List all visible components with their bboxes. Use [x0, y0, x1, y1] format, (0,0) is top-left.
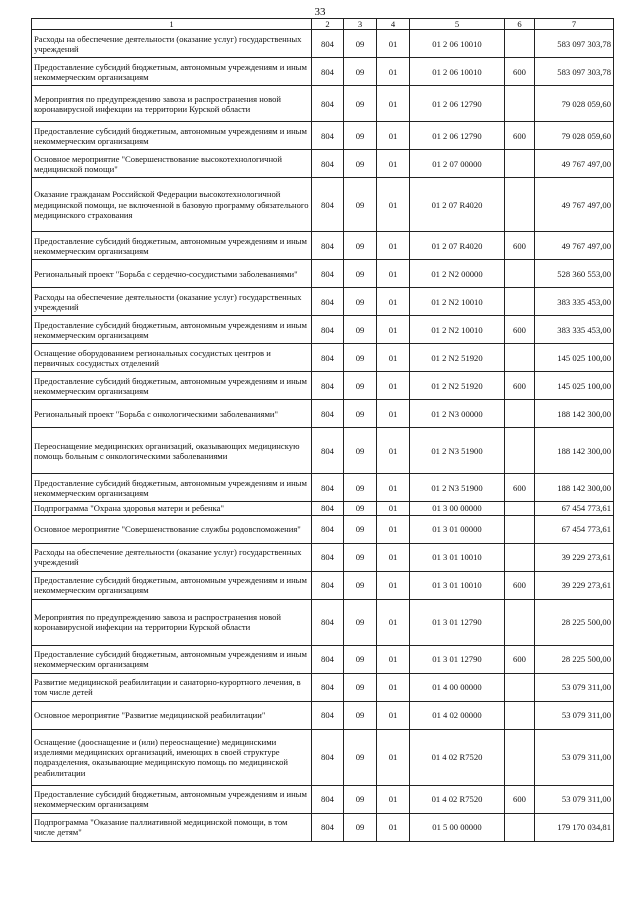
col-header: 2 [312, 19, 344, 30]
cell-expense-type [505, 86, 535, 122]
cell-expense-type [505, 150, 535, 178]
cell-section: 09 [344, 599, 377, 645]
cell-subsection: 01 [377, 729, 410, 785]
cell-expense-type [505, 400, 535, 428]
cell-section: 09 [344, 673, 377, 701]
cell-name: Расходы на обеспечение деятельности (оказание услуг) государственных учреждений [32, 30, 312, 58]
table-row [32, 86, 614, 122]
cell-expense-type [505, 178, 535, 232]
cell-name: Переоснащение медицинских организаций, оказывающих медицинскую помощь больным с онкологическими заболеваниями [32, 428, 312, 474]
cell-target-article: 01 3 01 10010 [410, 543, 505, 571]
col-header: 7 [535, 19, 614, 30]
cell-amount: 528 360 553,00 [535, 260, 614, 288]
cell-subsection: 01 [377, 344, 410, 372]
cell-section: 09 [344, 150, 377, 178]
cell-target-article: 01 2 N3 51900 [410, 474, 505, 502]
cell-grbs: 804 [312, 86, 344, 122]
cell-name: Предоставление субсидий бюджетным, автономным учреждениям и иным некоммерческим организациям [32, 372, 312, 400]
cell-section: 09 [344, 316, 377, 344]
cell-subsection: 01 [377, 372, 410, 400]
cell-section: 09 [344, 543, 377, 571]
cell-target-article: 01 3 01 12790 [410, 599, 505, 645]
cell-section: 09 [344, 372, 377, 400]
cell-subsection: 01 [377, 316, 410, 344]
cell-expense-type: 600 [505, 122, 535, 150]
cell-section: 09 [344, 86, 377, 122]
cell-name: Предоставление субсидий бюджетным, автономным учреждениям и иным некоммерческим организациям [32, 785, 312, 813]
table-row [32, 785, 614, 813]
cell-section: 09 [344, 729, 377, 785]
cell-expense-type: 600 [505, 474, 535, 502]
cell-grbs: 804 [312, 515, 344, 543]
cell-expense-type: 600 [505, 785, 535, 813]
cell-name: Региональный проект "Борьба с онкологическими заболеваниями" [32, 400, 312, 428]
cell-expense-type [505, 502, 535, 515]
cell-grbs: 804 [312, 400, 344, 428]
cell-target-article: 01 4 00 00000 [410, 673, 505, 701]
cell-grbs: 804 [312, 344, 344, 372]
cell-name: Основное мероприятие "Развитие медицинской реабилитации" [32, 701, 312, 729]
cell-subsection: 01 [377, 543, 410, 571]
cell-target-article: 01 2 06 10010 [410, 30, 505, 58]
cell-expense-type [505, 260, 535, 288]
table-row [32, 474, 614, 502]
cell-subsection: 01 [377, 673, 410, 701]
cell-target-article: 01 2 06 10010 [410, 58, 505, 86]
cell-amount: 145 025 100,00 [535, 372, 614, 400]
cell-target-article: 01 4 02 00000 [410, 701, 505, 729]
table-row [32, 428, 614, 474]
cell-section: 09 [344, 428, 377, 474]
cell-amount: 383 335 453,00 [535, 316, 614, 344]
cell-expense-type [505, 813, 535, 841]
cell-name: Предоставление субсидий бюджетным, автономным учреждениям и иным некоммерческим организациям [32, 316, 312, 344]
table-row [32, 232, 614, 260]
cell-target-article: 01 3 00 00000 [410, 502, 505, 515]
table-row [32, 571, 614, 599]
cell-subsection: 01 [377, 813, 410, 841]
cell-subsection: 01 [377, 232, 410, 260]
cell-expense-type [505, 288, 535, 316]
cell-amount: 49 767 497,00 [535, 232, 614, 260]
cell-name: Предоставление субсидий бюджетным, автономным учреждениям и иным некоммерческим организациям [32, 122, 312, 150]
cell-grbs: 804 [312, 232, 344, 260]
cell-subsection: 01 [377, 645, 410, 673]
cell-name: Предоставление субсидий бюджетным, автономным учреждениям и иным некоммерческим организациям [32, 645, 312, 673]
cell-grbs: 804 [312, 502, 344, 515]
cell-name: Расходы на обеспечение деятельности (оказание услуг) государственных учреждений [32, 543, 312, 571]
cell-amount: 383 335 453,00 [535, 288, 614, 316]
budget-table [31, 18, 614, 842]
cell-amount: 67 454 773,61 [535, 515, 614, 543]
cell-target-article: 01 3 01 12790 [410, 645, 505, 673]
cell-section: 09 [344, 645, 377, 673]
cell-grbs: 804 [312, 150, 344, 178]
cell-expense-type [505, 515, 535, 543]
cell-target-article: 01 2 07 R4020 [410, 232, 505, 260]
cell-subsection: 01 [377, 178, 410, 232]
cell-section: 09 [344, 58, 377, 86]
cell-grbs: 804 [312, 474, 344, 502]
cell-name: Предоставление субсидий бюджетным, автономным учреждениям и иным некоммерческим организациям [32, 571, 312, 599]
cell-target-article: 01 2 N2 10010 [410, 288, 505, 316]
table-row [32, 400, 614, 428]
cell-amount: 583 097 303,78 [535, 30, 614, 58]
cell-expense-type: 600 [505, 571, 535, 599]
cell-subsection: 01 [377, 428, 410, 474]
cell-grbs: 804 [312, 122, 344, 150]
cell-grbs: 804 [312, 178, 344, 232]
cell-name: Предоставление субсидий бюджетным, автономным учреждениям и иным некоммерческим организациям [32, 232, 312, 260]
table-row [32, 178, 614, 232]
cell-amount: 53 079 311,00 [535, 785, 614, 813]
cell-subsection: 01 [377, 515, 410, 543]
table-row [32, 344, 614, 372]
cell-expense-type [505, 344, 535, 372]
cell-section: 09 [344, 400, 377, 428]
table-row [32, 260, 614, 288]
cell-target-article: 01 3 01 10010 [410, 571, 505, 599]
cell-grbs: 804 [312, 785, 344, 813]
cell-subsection: 01 [377, 571, 410, 599]
cell-subsection: 01 [377, 260, 410, 288]
cell-expense-type: 600 [505, 372, 535, 400]
cell-amount: 67 454 773,61 [535, 502, 614, 515]
col-header: 6 [505, 19, 535, 30]
cell-amount: 53 079 311,00 [535, 673, 614, 701]
cell-amount: 53 079 311,00 [535, 701, 614, 729]
cell-amount: 79 028 059,60 [535, 122, 614, 150]
table-row [32, 515, 614, 543]
cell-amount: 179 170 034,81 [535, 813, 614, 841]
cell-expense-type [505, 673, 535, 701]
cell-section: 09 [344, 232, 377, 260]
cell-expense-type [505, 701, 535, 729]
col-header: 4 [377, 19, 410, 30]
cell-grbs: 804 [312, 58, 344, 86]
cell-expense-type: 600 [505, 645, 535, 673]
cell-target-article: 01 2 06 12790 [410, 86, 505, 122]
table-row [32, 30, 614, 58]
table-row [32, 288, 614, 316]
cell-expense-type: 600 [505, 58, 535, 86]
cell-grbs: 804 [312, 372, 344, 400]
cell-subsection: 01 [377, 30, 410, 58]
cell-section: 09 [344, 502, 377, 515]
cell-section: 09 [344, 178, 377, 232]
cell-expense-type: 600 [505, 232, 535, 260]
cell-target-article: 01 2 N2 51920 [410, 344, 505, 372]
table-body [32, 30, 614, 841]
cell-name: Оснащение оборудованием региональных сосудистых центров и первичных сосудистых отделений [32, 344, 312, 372]
cell-name: Оказание гражданам Российской Федерации высокотехнологичной медицинской помощи, не включенной в базовую программу обязательного медицинского страхования [32, 178, 312, 232]
cell-target-article: 01 2 N3 00000 [410, 400, 505, 428]
cell-target-article: 01 2 N2 00000 [410, 260, 505, 288]
cell-name: Мероприятия по предупреждению завоза и распространения новой коронавирусной инфекции на территории Курской области [32, 599, 312, 645]
cell-expense-type [505, 428, 535, 474]
cell-target-article: 01 2 06 12790 [410, 122, 505, 150]
cell-amount: 28 225 500,00 [535, 645, 614, 673]
cell-target-article: 01 2 N3 51900 [410, 428, 505, 474]
cell-subsection: 01 [377, 400, 410, 428]
cell-amount: 188 142 300,00 [535, 428, 614, 474]
cell-section: 09 [344, 344, 377, 372]
cell-name: Оснащение (дооснащение и (или) переоснащение) медицинскими изделиями медицинских организаций, имеющих в своей структуре подразделения, оказывающие медицинскую помощь по медицинской реабилитации [32, 729, 312, 785]
cell-amount: 188 142 300,00 [535, 400, 614, 428]
table-row [32, 316, 614, 344]
cell-section: 09 [344, 571, 377, 599]
cell-section: 09 [344, 515, 377, 543]
cell-subsection: 01 [377, 502, 410, 515]
cell-subsection: 01 [377, 599, 410, 645]
cell-name: Подпрограмма "Оказание паллиативной медицинской помощи, в том числе детям" [32, 813, 312, 841]
cell-section: 09 [344, 288, 377, 316]
table-row [32, 645, 614, 673]
table-row [32, 701, 614, 729]
cell-amount: 28 225 500,00 [535, 599, 614, 645]
cell-section: 09 [344, 813, 377, 841]
cell-amount: 79 028 059,60 [535, 86, 614, 122]
cell-subsection: 01 [377, 122, 410, 150]
cell-name: Расходы на обеспечение деятельности (оказание услуг) государственных учреждений [32, 288, 312, 316]
cell-target-article: 01 5 00 00000 [410, 813, 505, 841]
table-row [32, 372, 614, 400]
cell-name: Основное мероприятие "Совершенствование службы родовспоможения" [32, 515, 312, 543]
cell-grbs: 804 [312, 813, 344, 841]
table-row [32, 150, 614, 178]
cell-target-article: 01 4 02 R7520 [410, 729, 505, 785]
cell-section: 09 [344, 122, 377, 150]
cell-subsection: 01 [377, 150, 410, 178]
cell-grbs: 804 [312, 288, 344, 316]
cell-amount: 188 142 300,00 [535, 474, 614, 502]
cell-subsection: 01 [377, 701, 410, 729]
col-header: 1 [32, 19, 312, 30]
cell-target-article: 01 4 02 R7520 [410, 785, 505, 813]
cell-subsection: 01 [377, 785, 410, 813]
cell-target-article: 01 3 01 00000 [410, 515, 505, 543]
table-row [32, 673, 614, 701]
table-row [32, 122, 614, 150]
cell-section: 09 [344, 30, 377, 58]
cell-grbs: 804 [312, 316, 344, 344]
cell-name: Развитие медицинской реабилитации и санаторно-курортного лечения, в том числе детей [32, 673, 312, 701]
table-row [32, 543, 614, 571]
table-row [32, 58, 614, 86]
cell-subsection: 01 [377, 58, 410, 86]
cell-expense-type [505, 30, 535, 58]
cell-amount: 583 097 303,78 [535, 58, 614, 86]
table-row [32, 502, 614, 515]
cell-expense-type [505, 729, 535, 785]
header-row [32, 19, 614, 30]
cell-name: Предоставление субсидий бюджетным, автономным учреждениям и иным некоммерческим организациям [32, 474, 312, 502]
cell-section: 09 [344, 785, 377, 813]
cell-grbs: 804 [312, 543, 344, 571]
cell-subsection: 01 [377, 474, 410, 502]
cell-name: Предоставление субсидий бюджетным, автономным учреждениям и иным некоммерческим организациям [32, 58, 312, 86]
cell-grbs: 804 [312, 673, 344, 701]
cell-subsection: 01 [377, 86, 410, 122]
cell-section: 09 [344, 474, 377, 502]
cell-grbs: 804 [312, 30, 344, 58]
cell-grbs: 804 [312, 645, 344, 673]
cell-name: Мероприятия по предупреждению завоза и распространения новой коронавирусной инфекции на территории Курской области [32, 86, 312, 122]
table-row [32, 599, 614, 645]
table-row [32, 813, 614, 841]
cell-section: 09 [344, 260, 377, 288]
cell-amount: 39 229 273,61 [535, 543, 614, 571]
cell-expense-type [505, 543, 535, 571]
cell-section: 09 [344, 701, 377, 729]
cell-grbs: 804 [312, 599, 344, 645]
cell-expense-type [505, 599, 535, 645]
col-header: 5 [410, 19, 505, 30]
cell-expense-type: 600 [505, 316, 535, 344]
cell-name: Подпрограмма "Охрана здоровья матери и ребенка" [32, 502, 312, 515]
cell-amount: 145 025 100,00 [535, 344, 614, 372]
cell-amount: 53 079 311,00 [535, 729, 614, 785]
cell-name: Основное мероприятие "Совершенствование высокотехнологичной медицинской помощи" [32, 150, 312, 178]
cell-amount: 49 767 497,00 [535, 178, 614, 232]
cell-target-article: 01 2 N2 10010 [410, 316, 505, 344]
cell-amount: 49 767 497,00 [535, 150, 614, 178]
cell-subsection: 01 [377, 288, 410, 316]
cell-grbs: 804 [312, 571, 344, 599]
cell-target-article: 01 2 07 00000 [410, 150, 505, 178]
cell-amount: 39 229 273,61 [535, 571, 614, 599]
cell-grbs: 804 [312, 729, 344, 785]
cell-name: Региональный проект "Борьба с сердечно-сосудистыми заболеваниями" [32, 260, 312, 288]
cell-grbs: 804 [312, 260, 344, 288]
cell-target-article: 01 2 07 R4020 [410, 178, 505, 232]
table-row [32, 729, 614, 785]
cell-grbs: 804 [312, 701, 344, 729]
col-header: 3 [344, 19, 377, 30]
page-number: 33 [314, 6, 326, 18]
cell-target-article: 01 2 N2 51920 [410, 372, 505, 400]
cell-grbs: 804 [312, 428, 344, 474]
